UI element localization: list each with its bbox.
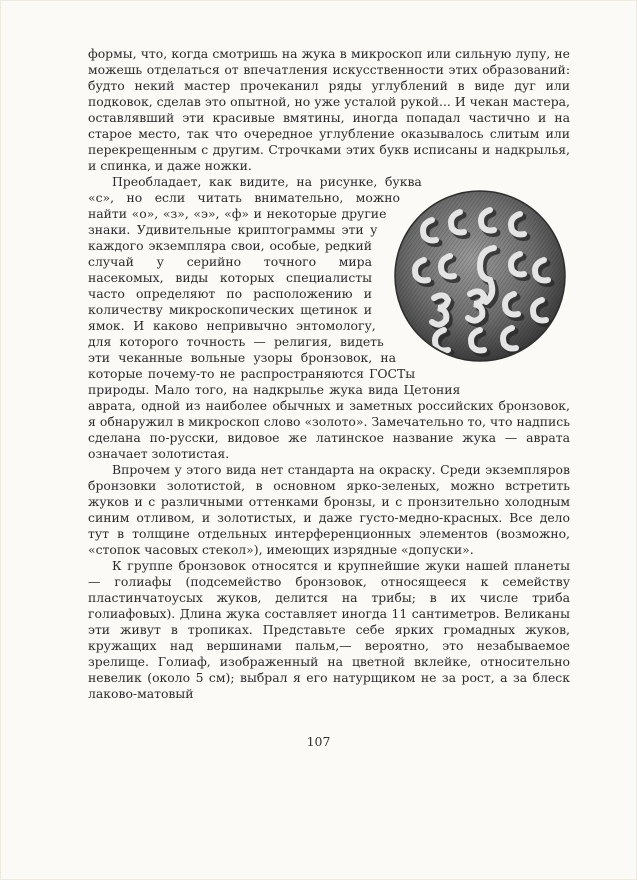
page-number: 107	[306, 734, 331, 749]
paragraph-3: Впрочем у этого вида нет стандарта на окраску. Среди экземпляров бронзовки золотистой, в основном ярко-зеленых, можно встретить жуков и с различными оттенками бронзы, и с пронзительно холодным синим отливом, и золотистых, и даже густо-медно-красных. Все дело тут в толщине отдельных интерференционных элементов (возможно, «стопок часовых стекол»), имеющих изрядные «допуски».	[88, 462, 570, 557]
beetle-engraving-figure	[394, 190, 566, 362]
body-text	[88, 46, 570, 702]
paragraph-4: К группе бронзовок относятся и крупнейшие жуки нашей планеты — голиафы (подсемейство бронзовок, относящееся к семейству пластинчатоусых жуков, делится на трибы; в их числе триба голиафовых). Длина жука составляет иногда 11 сантиметров. Великаны эти живут в тропиках. Представьте себе ярких громадных жуков, кружащих над вершинами пальм,— вероятно, это незабываемое зрелище. Голиаф, изображенный на цветной вклейке, относительно невелик (около 5 см); выбрал я его натурщиком не за рост, а за блеск лаково-матовый	[88, 558, 570, 701]
paragraph-2: Преобладает, как видите, на рисунке, буква «с», но если читать внимательно, можно найти «о», «з», «э», «ф» и некоторые другие знаки. Удивительные криптограммы эти у каждого экземпляра свои, особые, редкий случай у серийно точного мира насекомых, виды которых специалисты часто определяют по расположению и количеству микроскопических щетинок и ямок. И каково непривычно энтомологу, для которого точность — религия, видеть эти чеканные вольные узоры бронзовок, на которые почему-то не распространяются ГОСТы природы. Мало того, на надкрылье жука вида Цетония аврата, одной из наиболее обычных и заметных российских бронзовок, я обнаружил в микроскоп слово «золото». Замечательно то, что надпись сделана по-русски, видовое же латинское название жука — аврата означает золотистая.	[88, 174, 570, 461]
figure-wrap	[380, 176, 570, 386]
paragraph-1: формы, что, когда смотришь на жука в микроскоп или сильную лупу, не можешь отделаться от впечатления искусственности этих образований: будто некий мастер прочеканил ряды углублений в виде дуг или подковок, сделав это опытной, но уже усталой рукой... И чекан мастера, оставлявший эти красивые вмятины, иногда попадал частично и на старое место, так что очередное углубление оказывалось слитым или перекрещенным с другим. Строчками этих букв исписаны и надкрылья, и спинка, и даже ножки.	[88, 46, 570, 173]
